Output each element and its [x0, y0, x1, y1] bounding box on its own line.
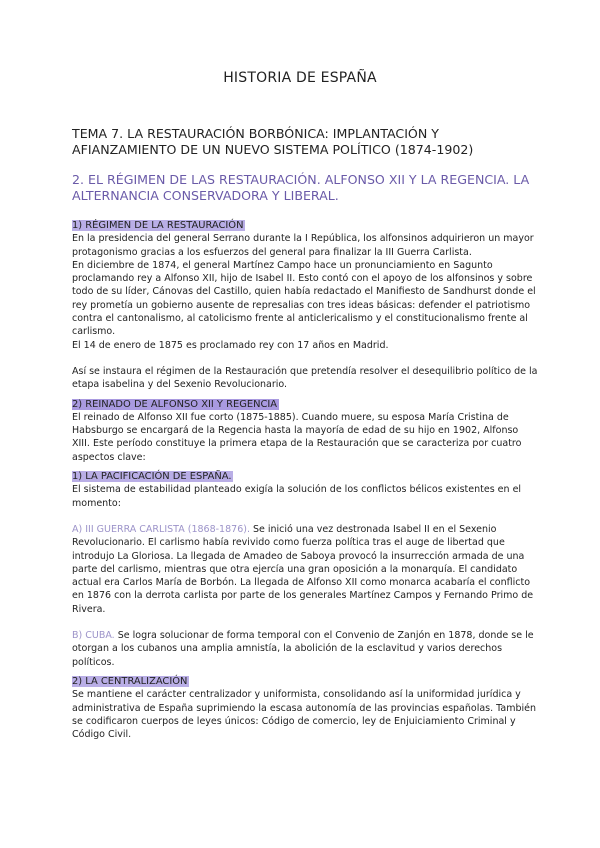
paragraph: Se mantiene el carácter centralizador y uniformista, consolidando así la uniformidad jurídica y administrativa de España suprimiendo la escasa autonomía de las provincias españolas. También se codificaron cuerpos de leyes únicos: Código de comercio, ley de Enjuiciamiento Criminal y Código Civil.: [72, 689, 536, 741]
carlista-text: Se inició una vez destronada Isabel II en el Sexenio Revolucionario. El carlismo había revivido como fuerza política tras el auge de libertad que introdujo La Gloriosa. La llegada de Amadeo de Saboya provocó la insurrección armada de una parte del carlismo, mientras que otra ejercía una gran oposición a la monarquía. El candidato actual era Carlos María de Borbón. La llegada de Alfonso XII como monarca acabaría el conflicto en 1876 con la derrota carlista por parte de los generales Martínez Campos y Fernando Primo de Rivera.: [72, 523, 534, 615]
cuba-lead: B) CUBA.: [72, 630, 115, 642]
document-title: HISTORIA DE ESPAÑA: [223, 70, 377, 86]
paragraph-carlista: [72, 523, 538, 616]
heading-centralizacion: 2) LA CENTRALIZACIÓN: [72, 675, 188, 687]
tema-heading: TEMA 7. LA RESTAURACIÓN BORBÓNICA: IMPLANTACIÓN Y AFIANZAMIENTO DE UN NUEVO SISTEMA POLÍTICO (1874-1902): [72, 126, 474, 157]
paragraph: Así se instaura el régimen de la Restauración que pretendía resolver el desequilibrio político de la etapa isabelina y del Sexenio Revolucionario.: [72, 365, 538, 391]
paragraph: El sistema de estabilidad planteado exigía la solución de los conflictos bélicos existentes en el momento:: [72, 484, 522, 509]
heading-regimen: 1) RÉGIMEN DE LA RESTAURACIÓN: [72, 220, 244, 231]
paragraph-cuba: [72, 629, 538, 669]
heading-pacificacion: 1) LA PACIFICACIÓN DE ESPAÑA.: [72, 471, 232, 483]
document-body: [72, 219, 538, 741]
paragraph: En diciembre de 1874, el general Martínez Campo hace un pronunciamiento en Sagunto proclamando rey a Alfonso XII, hijo de Isabel II. Esto contó con el apoyo de los alfonsinos y sobre todo de su líder, Cánovas del Castillo, quien había redactado el Manifiesto de Sandhurst donde el rey prometía un gobierno ausente de represalias con tres ideas básicas: defender el patriotismo contra el cantonalismo, al catolicismo frente al anticlericalismo y el constitucionalismo frente al carlismo.: [72, 259, 536, 338]
paragraph: El reinado de Alfonso XII fue corto (1875-1885). Cuando muere, su esposa María Cristina de Habsburgo se encargará de la Regencia hasta la mayoría de edad de su hijo en 1902, Alfonso XIII. Este período constituye la primera etapa de la Restauración que se caracteriza por cuatro aspectos clave:: [72, 411, 522, 463]
heading-reinado: 2) REINADO DE ALFONSO XII Y REGENCIA: [72, 398, 278, 410]
carlista-lead: A) III GUERRA CARLISTA (1868-1876).: [72, 523, 250, 535]
cuba-text: Se logra solucionar de forma temporal con el Convenio de Zanjón en 1878, donde se le otorgan a los cubanos una amplia amnistía, la abolición de la esclavitud y varios derechos políticos.: [72, 630, 534, 668]
section-subtitle: 2. EL RÉGIMEN DE LAS RESTAURACIÓN. ALFONSO XII Y LA REGENCIA. LA ALTERNANCIA CONSERVADORA Y LIBERAL.: [72, 172, 530, 203]
paragraph: En la presidencia del general Serrano durante la I República, los alfonsinos adquirieron un mayor protagonismo gracias a los esfuerzos del general para finalizar la III Guerra Carlista.: [72, 233, 534, 258]
paragraph: El 14 de enero de 1875 es proclamado rey con 17 años en Madrid.: [72, 339, 389, 351]
